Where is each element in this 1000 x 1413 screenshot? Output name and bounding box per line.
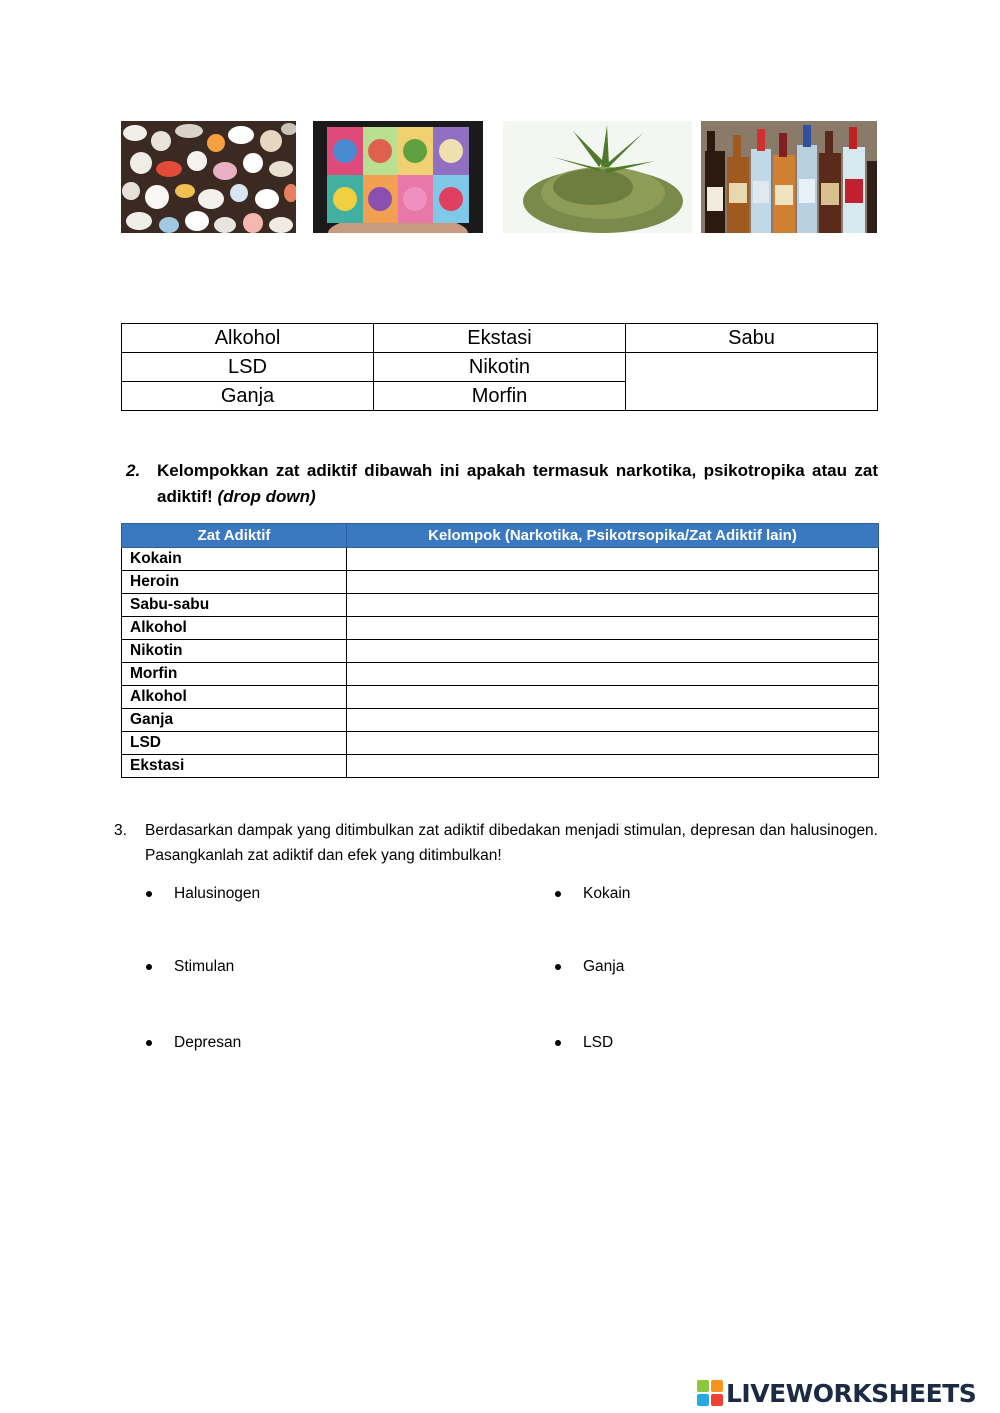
- bullet-icon: [146, 964, 152, 970]
- substance-cell: Alkohol: [122, 686, 347, 709]
- bullet-icon: [146, 891, 152, 897]
- word-cell: LSD: [122, 353, 374, 382]
- bullet-icon: [555, 891, 561, 897]
- liveworksheets-logo-icon: [697, 1380, 723, 1406]
- word-cell: Ekstasi: [374, 324, 626, 353]
- bullet-icon: [555, 964, 561, 970]
- header-zat-adiktif: Zat Adiktif: [122, 524, 347, 548]
- substance-cell: LSD: [122, 732, 347, 755]
- table-row: [122, 663, 879, 686]
- bullet-icon: [555, 1040, 561, 1046]
- answer-dropdown[interactable]: [347, 686, 879, 709]
- table-row: [122, 594, 879, 617]
- substance-cell: Alkohol: [122, 617, 347, 640]
- substance-cell: Nikotin: [122, 640, 347, 663]
- substance-cell: Ekstasi: [122, 755, 347, 778]
- bullet-icon: [146, 1040, 152, 1046]
- table-row: [122, 617, 879, 640]
- answer-dropdown[interactable]: [347, 571, 879, 594]
- table-row: [122, 709, 879, 732]
- substance-cell: Sabu-sabu: [122, 594, 347, 617]
- question-2-hint: (drop down): [217, 487, 316, 506]
- question-3: [114, 818, 878, 868]
- word-cell: Alkohol: [122, 324, 374, 353]
- substance-cell: Heroin: [122, 571, 347, 594]
- answer-dropdown[interactable]: [347, 732, 879, 755]
- word-cell-empty: [626, 353, 878, 411]
- pills-image: [121, 121, 296, 233]
- answer-dropdown[interactable]: [347, 617, 879, 640]
- question-2: [126, 458, 878, 510]
- word-cell: Morfin: [374, 382, 626, 411]
- answer-dropdown[interactable]: [347, 548, 879, 571]
- question-3-text: Berdasarkan dampak yang ditimbulkan zat adiktif dibedakan menjadi stimulan, depresan dan halusinogen. Pasangkanlah zat adiktif dan efek yang ditimbulkan!: [145, 822, 878, 864]
- answer-dropdown[interactable]: [347, 663, 879, 686]
- table-row: [122, 548, 879, 571]
- cannabis-image: [503, 121, 692, 233]
- word-bank-table: [121, 323, 878, 411]
- answer-dropdown[interactable]: [347, 755, 879, 778]
- question-2-number: 2.: [126, 461, 141, 480]
- lsd-blotter-image: [313, 121, 483, 233]
- table-row: [122, 686, 879, 709]
- brand-text: LIVEWORKSHEETS: [726, 1378, 977, 1408]
- answer-dropdown[interactable]: [347, 640, 879, 663]
- classification-table: [121, 523, 879, 778]
- table-row: [122, 571, 879, 594]
- liveworksheets-logo: [697, 1378, 976, 1408]
- answer-dropdown[interactable]: [347, 594, 879, 617]
- table-row: [122, 640, 879, 663]
- word-cell: Nikotin: [374, 353, 626, 382]
- question-3-number: 3.: [114, 822, 127, 839]
- table-row: [122, 755, 879, 778]
- header-kelompok: Kelompok (Narkotika, Psikotrsopika/Zat Adiktif lain): [347, 524, 879, 548]
- question-2-text: Kelompokkan zat adiktif dibawah ini apakah termasuk narkotika, psikotropika atau zat adiktif!: [157, 461, 878, 506]
- substance-cell: Kokain: [122, 548, 347, 571]
- table-row: [122, 732, 879, 755]
- substance-cell: Ganja: [122, 709, 347, 732]
- liquor-bottles-image: [701, 121, 877, 233]
- word-cell: Ganja: [122, 382, 374, 411]
- word-cell: Sabu: [626, 324, 878, 353]
- substance-cell: Morfin: [122, 663, 347, 686]
- answer-dropdown[interactable]: [347, 709, 879, 732]
